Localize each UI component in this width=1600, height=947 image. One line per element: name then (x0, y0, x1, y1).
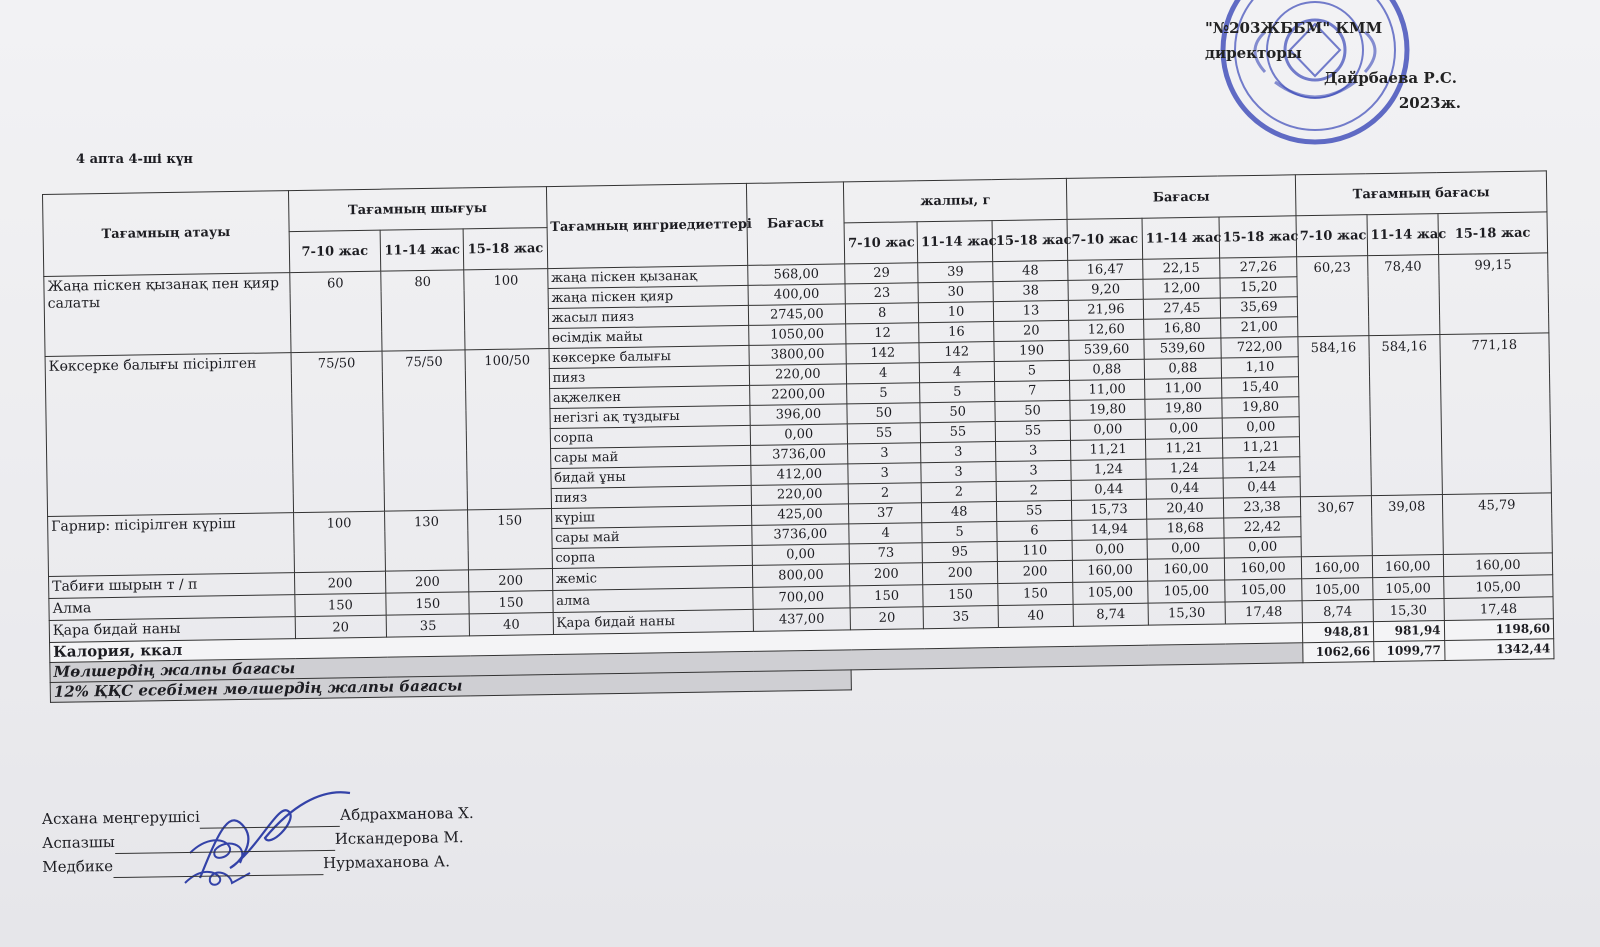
ingredient-price: 2200,00 (749, 384, 847, 406)
header-yield: Тағамның шығуы (288, 187, 547, 232)
ingredient-name: сары май (550, 445, 750, 468)
ingredient-gross: 200 (923, 562, 998, 585)
ingredient-cost: 0,00 (1224, 537, 1301, 558)
calories-value: 948,81 (1302, 622, 1373, 643)
dish-total-cost: 15,30 (1373, 599, 1444, 622)
ingredient-gross: 3 (848, 443, 921, 464)
dish-name: Алма (49, 595, 295, 621)
header-age: 15-18 жас (1438, 212, 1548, 255)
header-age: 11-14 жас (1142, 217, 1220, 259)
ingredient-gross: 55 (848, 423, 921, 444)
menu-table-wrapper (42, 170, 1555, 703)
dish-yield: 40 (470, 613, 554, 636)
ingredient-gross: 110 (997, 540, 1072, 561)
ingredient-gross: 95 (922, 542, 997, 563)
signature-line (200, 810, 340, 829)
approval-block (1205, 16, 1465, 116)
ingredient-cost: 19,80 (1222, 397, 1299, 418)
dish-yield: 35 (386, 614, 470, 637)
ingredient-cost: 0,88 (1144, 358, 1221, 379)
header-cost: Бағасы (1066, 175, 1296, 220)
calories-value: 981,94 (1373, 621, 1444, 642)
ingredient-cost: 14,94 (1072, 519, 1147, 540)
ingredient-cost: 9,20 (1068, 279, 1143, 300)
ingredient-gross: 5 (920, 382, 995, 403)
ingredient-name: бидай ұны (551, 465, 751, 488)
ingredient-cost: 105,00 (1073, 581, 1148, 604)
ingredient-name: негізгі ақ тұздығы (550, 405, 750, 428)
total-label: Мөлшердің жалпы бағасы (50, 643, 1303, 683)
ingredient-cost: 17,48 (1225, 601, 1302, 624)
dish-yield: 100 (293, 511, 386, 572)
ingredient-gross: 55 (995, 420, 1070, 441)
ingredient-cost: 160,00 (1147, 558, 1224, 581)
ingredient-cost: 0,88 (1069, 359, 1144, 380)
ingredient-gross: 20 (994, 320, 1069, 341)
ingredient-gross: 3 (921, 442, 996, 463)
ingredient-name: пияз (551, 485, 751, 508)
dish-total-cost: 39,08 (1371, 495, 1443, 556)
signature-person: Искандерова М. (334, 828, 464, 848)
ingredient-gross: 142 (919, 342, 994, 363)
dish-total-cost: 8,74 (1302, 600, 1373, 623)
signature-line (113, 858, 323, 878)
ingredient-name: жаңа піскен қызанақ (547, 265, 747, 288)
ingredient-gross: 29 (845, 263, 918, 284)
ingredient-price: 3736,00 (751, 524, 849, 546)
ingredient-cost: 16,80 (1144, 318, 1221, 339)
ingredient-gross: 35 (923, 606, 998, 629)
header-ingredients: Тағамның ингриедиеттері (546, 183, 747, 268)
signature-role: Асхана меңгерушісі (41, 807, 200, 829)
dish-name: Көксерке балығы пісірілген (45, 353, 293, 517)
ingredient-gross: 2 (848, 483, 921, 504)
dish-total-cost: 78,40 (1367, 255, 1439, 336)
signature-person: Нурмаханова А. (322, 852, 451, 873)
dish-yield: 200 (386, 570, 470, 593)
menu-table-body (44, 253, 1554, 643)
dish-total-cost: 99,15 (1438, 253, 1549, 335)
header-age: 7-10 жас (289, 230, 381, 272)
ingredient-cost: 12,60 (1069, 319, 1144, 340)
ingredient-cost: 722,00 (1221, 337, 1298, 358)
ingredient-name: ақжелкен (549, 385, 749, 408)
ingredient-gross: 2 (996, 480, 1071, 501)
ingredient-gross: 55 (920, 422, 995, 443)
header-age: 15-18 жас (1219, 216, 1297, 258)
ingredient-cost: 1,24 (1223, 457, 1300, 478)
signature-role: Медбике (42, 857, 114, 877)
header-age: 7-10 жас (844, 222, 917, 264)
ingredient-cost: 539,60 (1144, 338, 1221, 359)
signature-person: Абдрахманова Х. (339, 803, 474, 824)
header-age: 11-14 жас (917, 221, 993, 263)
header-age: 15-18 жас (992, 219, 1068, 261)
header-age: 15-18 жас (464, 228, 548, 270)
ingredient-gross: 40 (998, 604, 1073, 627)
ingredient-gross: 50 (995, 400, 1070, 421)
ingredient-cost: 12,00 (1143, 278, 1220, 299)
ingredient-cost: 0,00 (1070, 419, 1145, 440)
ingredient-cost: 21,00 (1221, 317, 1298, 338)
ingredient-cost: 23,38 (1223, 497, 1300, 518)
signatures-block (42, 801, 475, 879)
ingredient-gross: 8 (846, 303, 919, 324)
header-age: 7-10 жас (1067, 218, 1143, 260)
header-age: 7-10 жас (1296, 215, 1367, 257)
ingredient-cost: 21,96 (1068, 299, 1143, 320)
ingredient-name: сары май (552, 525, 752, 548)
ingredient-gross: 55 (997, 500, 1072, 521)
dish-total-cost: 17,48 (1444, 597, 1554, 621)
approval-date: 2023ж. (1398, 94, 1461, 112)
signature-line (115, 834, 335, 854)
ingredient-cost: 0,00 (1145, 418, 1222, 439)
ingredient-cost: 15,20 (1220, 277, 1297, 298)
ingredient-cost: 19,80 (1070, 399, 1145, 420)
ingredient-cost: 15,40 (1222, 377, 1299, 398)
ingredient-gross: 10 (918, 302, 993, 323)
ingredient-name: пияз (549, 365, 749, 388)
ingredient-cost: 105,00 (1225, 579, 1302, 602)
ingredient-name: жаңа піскен қияр (548, 285, 748, 308)
ingredient-gross: 200 (997, 560, 1072, 583)
ingredient-cost: 27,26 (1220, 257, 1297, 278)
ingredient-gross: 2 (921, 482, 996, 503)
dish-name: Жаңа піскен қызанақ пен қияр салаты (44, 273, 291, 357)
ingredient-gross: 190 (994, 340, 1069, 361)
ingredient-cost: 22,42 (1224, 517, 1301, 538)
ingredient-name: өсімдік майы (548, 325, 748, 348)
total-value: 1062,66 (1303, 642, 1374, 663)
day-label: 4 апта 4-ші күн (76, 152, 193, 167)
ingredient-cost: 27,45 (1143, 298, 1220, 319)
ingredient-cost: 15,73 (1071, 499, 1146, 520)
ingredient-cost: 19,80 (1145, 398, 1222, 419)
ingredient-gross: 3 (996, 460, 1071, 481)
ingredient-price: 1050,00 (748, 324, 846, 346)
total-value: 1342,44 (1444, 639, 1554, 661)
ingredient-cost: 11,21 (1222, 437, 1299, 458)
ingredient-gross: 142 (846, 343, 919, 364)
ingredient-price: 396,00 (749, 404, 847, 426)
ingredient-gross: 5 (847, 383, 920, 404)
signature-row (42, 849, 474, 879)
ingredient-gross: 73 (849, 543, 922, 564)
ingredient-price: 437,00 (753, 608, 851, 632)
ingredient-price: 3800,00 (748, 344, 846, 366)
ingredient-gross: 48 (993, 260, 1068, 281)
dish-total-cost: 105,00 (1302, 578, 1373, 601)
ingredient-price: 0,00 (750, 424, 848, 446)
dish-yield: 100 (464, 269, 548, 350)
total-value: 1099,77 (1373, 641, 1444, 662)
dish-name: Гарнир: пісірілген күріш (48, 513, 295, 577)
header-gross: жалпы, г (844, 178, 1067, 222)
dish-yield: 130 (385, 510, 469, 571)
ingredient-gross: 6 (997, 520, 1072, 541)
ingredient-gross: 38 (993, 280, 1068, 301)
ingredient-price: 2745,00 (748, 304, 846, 326)
ingredient-gross: 4 (919, 362, 994, 383)
ingredient-cost: 16,47 (1068, 259, 1143, 280)
dish-total-cost: 60,23 (1297, 256, 1369, 337)
dish-name: Табиғи шырын т / п (49, 573, 295, 599)
ingredient-gross: 150 (850, 585, 923, 608)
ingredient-gross: 37 (849, 503, 922, 524)
dish-name: Қара бидай наны (49, 617, 295, 643)
dish-yield: 150 (469, 591, 553, 614)
dish-yield: 100/50 (465, 349, 551, 510)
dish-yield: 75/50 (291, 351, 385, 512)
ingredient-cost: 15,30 (1148, 602, 1225, 625)
ingredient-cost: 160,00 (1072, 559, 1147, 582)
approval-org: "№203ЖББМ" КММ (1205, 19, 1383, 37)
ingredient-cost: 1,10 (1221, 357, 1298, 378)
dish-total-cost: 160,00 (1443, 553, 1553, 577)
ingredient-gross: 5 (922, 522, 997, 543)
header-dish-name: Тағамның атауы (43, 191, 290, 277)
ingredient-cost: 18,68 (1147, 518, 1224, 539)
dish-yield: 80 (381, 270, 465, 351)
ingredient-gross: 4 (849, 523, 922, 544)
dish-total-cost: 584,16 (1298, 336, 1371, 497)
ingredient-cost: 22,15 (1143, 258, 1220, 279)
header-price: Бағасы (746, 182, 845, 266)
ingredient-name: жеміс (552, 565, 752, 590)
ingredient-cost: 1,24 (1071, 459, 1146, 480)
ingredient-cost: 11,21 (1145, 438, 1222, 459)
ingredient-name: көксерке балығы (549, 345, 749, 368)
header-age: 11-14 жас (380, 229, 464, 271)
dish-total-cost: 45,79 (1442, 493, 1552, 555)
ingredient-price: 220,00 (751, 484, 849, 506)
ingredient-price: 400,00 (748, 284, 846, 306)
ingredient-gross: 20 (850, 607, 923, 630)
ingredient-gross: 50 (920, 402, 995, 423)
ingredient-gross: 23 (845, 283, 918, 304)
dish-total-cost: 30,67 (1300, 496, 1372, 557)
vat-label: 12% ҚҚС есебімен мөлшердің жалпы бағасы (50, 670, 852, 703)
dish-yield: 150 (294, 593, 386, 616)
dish-total-cost: 105,00 (1443, 575, 1553, 599)
dish-yield: 60 (289, 271, 382, 352)
ingredient-price: 568,00 (747, 264, 845, 286)
ingredient-cost: 0,00 (1072, 539, 1147, 560)
dish-yield: 200 (469, 569, 553, 592)
ingredient-gross: 7 (995, 380, 1070, 401)
ingredient-price: 412,00 (750, 464, 848, 486)
ingredient-cost: 11,00 (1145, 378, 1222, 399)
calories-value: 1198,60 (1444, 619, 1554, 641)
ingredient-price: 220,00 (749, 364, 847, 386)
signature-role: Аспазшы (41, 833, 115, 853)
ingredient-gross: 13 (993, 300, 1068, 321)
dish-yield: 200 (294, 571, 386, 594)
dish-yield: 75/50 (382, 350, 468, 511)
approval-title: директоры (1205, 44, 1302, 62)
dish-total-cost: 105,00 (1372, 577, 1443, 600)
dish-total-cost: 771,18 (1439, 333, 1551, 495)
menu-table (42, 170, 1555, 703)
ingredient-cost: 105,00 (1148, 580, 1225, 603)
ingredient-price: 800,00 (752, 564, 850, 588)
ingredient-gross: 39 (918, 262, 993, 283)
ingredient-gross: 200 (850, 563, 923, 586)
ingredient-cost: 20,40 (1146, 498, 1223, 519)
ingredient-cost: 0,44 (1146, 478, 1223, 499)
ingredient-gross: 48 (922, 502, 997, 523)
ingredient-name: Қара бидай наны (553, 609, 753, 634)
ingredient-cost: 8,74 (1073, 603, 1148, 626)
ingredient-gross: 3 (848, 463, 921, 484)
ingredient-gross: 150 (998, 582, 1073, 605)
ingredient-cost: 160,00 (1224, 557, 1301, 580)
ingredient-gross: 50 (847, 403, 920, 424)
dish-total-cost: 160,00 (1301, 556, 1372, 579)
ingredient-price: 3736,00 (750, 444, 848, 466)
ingredient-gross: 3 (921, 462, 996, 483)
ingredient-price: 700,00 (752, 586, 850, 610)
ingredient-price: 425,00 (751, 504, 849, 526)
ingredient-name: күріш (551, 505, 751, 528)
ingredient-cost: 0,44 (1223, 477, 1300, 498)
header-dish-cost: Тағамның бағасы (1295, 171, 1547, 216)
ingredient-name: жасыл пияз (548, 305, 748, 328)
ingredient-name: алма (552, 587, 752, 612)
ingredient-cost: 539,60 (1069, 339, 1144, 360)
ingredient-gross: 16 (919, 322, 994, 343)
dish-yield: 20 (295, 615, 387, 638)
ingredient-cost: 11,00 (1070, 379, 1145, 400)
ingredient-gross: 30 (918, 282, 993, 303)
dish-yield: 150 (468, 509, 552, 570)
dish-total-cost: 584,16 (1369, 335, 1442, 496)
calories-label: Калория, ккал (50, 623, 1303, 663)
ingredient-gross: 5 (994, 360, 1069, 381)
ingredient-name: сорпа (552, 545, 752, 568)
ingredient-name: сорпа (550, 425, 750, 448)
ingredient-cost: 0,00 (1147, 538, 1224, 559)
ingredient-cost: 35,69 (1220, 297, 1297, 318)
ingredient-price: 0,00 (752, 544, 850, 566)
ingredient-cost: 0,44 (1071, 479, 1146, 500)
ingredient-gross: 3 (996, 440, 1071, 461)
ingredient-gross: 150 (923, 584, 998, 607)
dish-yield: 150 (386, 592, 470, 615)
approval-name: Дайрбаева Р.С. (1324, 69, 1457, 87)
header-age: 11-14 жас (1367, 214, 1438, 256)
ingredient-cost: 11,21 (1071, 439, 1146, 460)
ingredient-cost: 0,00 (1222, 417, 1299, 438)
ingredient-gross: 12 (846, 323, 919, 344)
ingredient-cost: 1,24 (1146, 458, 1223, 479)
dish-total-cost: 160,00 (1372, 555, 1443, 578)
ingredient-gross: 4 (847, 363, 920, 384)
